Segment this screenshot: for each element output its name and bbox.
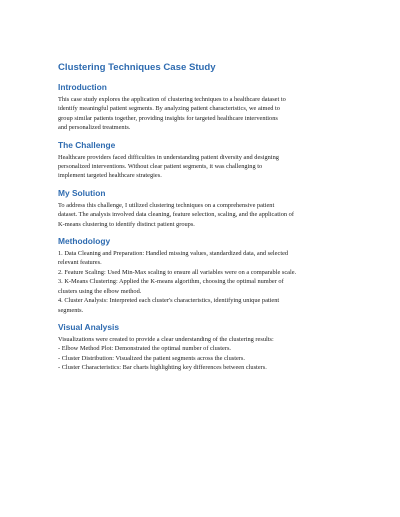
section-body xyxy=(58,95,364,133)
body-line: To address this challenge, I utilized clustering techniques on a comprehensive patient xyxy=(58,201,275,209)
section-body xyxy=(58,153,364,181)
body-line: - Elbow Method Plot: Demonstrated the optimal number of clusters. xyxy=(58,345,232,353)
body-line: 3. K-Means Clustering: Applied the K-means algorithm, choosing the optimal number of xyxy=(58,278,284,286)
body-line: Visualizations were created to provide a clear understanding of the clustering results: xyxy=(58,335,274,343)
body-line: 1. Data Cleaning and Preparation: Handled missing values, standardized data, and selected xyxy=(58,250,289,258)
section-body xyxy=(58,335,364,373)
section-heading: The Challenge xyxy=(58,139,116,150)
section-heading: Introduction xyxy=(58,82,107,92)
section-introduction xyxy=(58,82,364,133)
body-line: identify meaningful patient segments. By analyzing patient characteristics, we aimed to xyxy=(58,105,280,113)
body-line: This case study explores the application of clustering techniques to a healthcare dataset to xyxy=(58,96,286,103)
section-visual-analysis xyxy=(58,322,364,373)
section-solution xyxy=(58,188,364,229)
body-line: group similar patients together, providing insights for targeted healthcare interventions xyxy=(58,114,278,122)
document-title: Clustering Techniques Case Study xyxy=(58,62,216,73)
body-line: relevant features. xyxy=(58,259,102,267)
body-line: - Cluster Characteristics: Bar charts highlighting key differences between clusters. xyxy=(58,364,267,372)
body-line: - Cluster Distribution: Visualized the patient segments across the clusters. xyxy=(58,354,245,362)
section-heading: Methodology xyxy=(58,236,111,247)
body-line: Healthcare providers faced difficulties in understanding patient diversity and designing xyxy=(58,153,279,161)
body-line: and personalized treatments. xyxy=(58,124,131,132)
section-methodology xyxy=(58,236,364,315)
section-heading: My Solution xyxy=(58,187,106,198)
body-line: clusters using the elbow method. xyxy=(58,287,142,295)
body-line: 2. Feature Scaling: Used Min-Max scaling to ensure all variables were on a comparable scale. xyxy=(58,268,297,276)
section-heading: Visual Analysis xyxy=(58,321,119,332)
body-line: segments. xyxy=(58,306,84,314)
body-line: implement targeted healthcare strategies. xyxy=(58,172,162,180)
body-line: K-means clustering to identify distinct patient groups. xyxy=(58,220,195,228)
section-challenge xyxy=(58,140,364,181)
body-line: personalized interventions. Without clear patient segments, it was challenging to xyxy=(58,163,263,171)
section-body xyxy=(58,201,364,229)
body-line: 4. Cluster Analysis: Interpreted each cluster's characteristics, identifying unique patient xyxy=(58,297,280,305)
section-body xyxy=(58,249,364,315)
body-line: dataset. The analysis involved data cleaning, feature selection, scaling, and the application of xyxy=(58,211,294,219)
